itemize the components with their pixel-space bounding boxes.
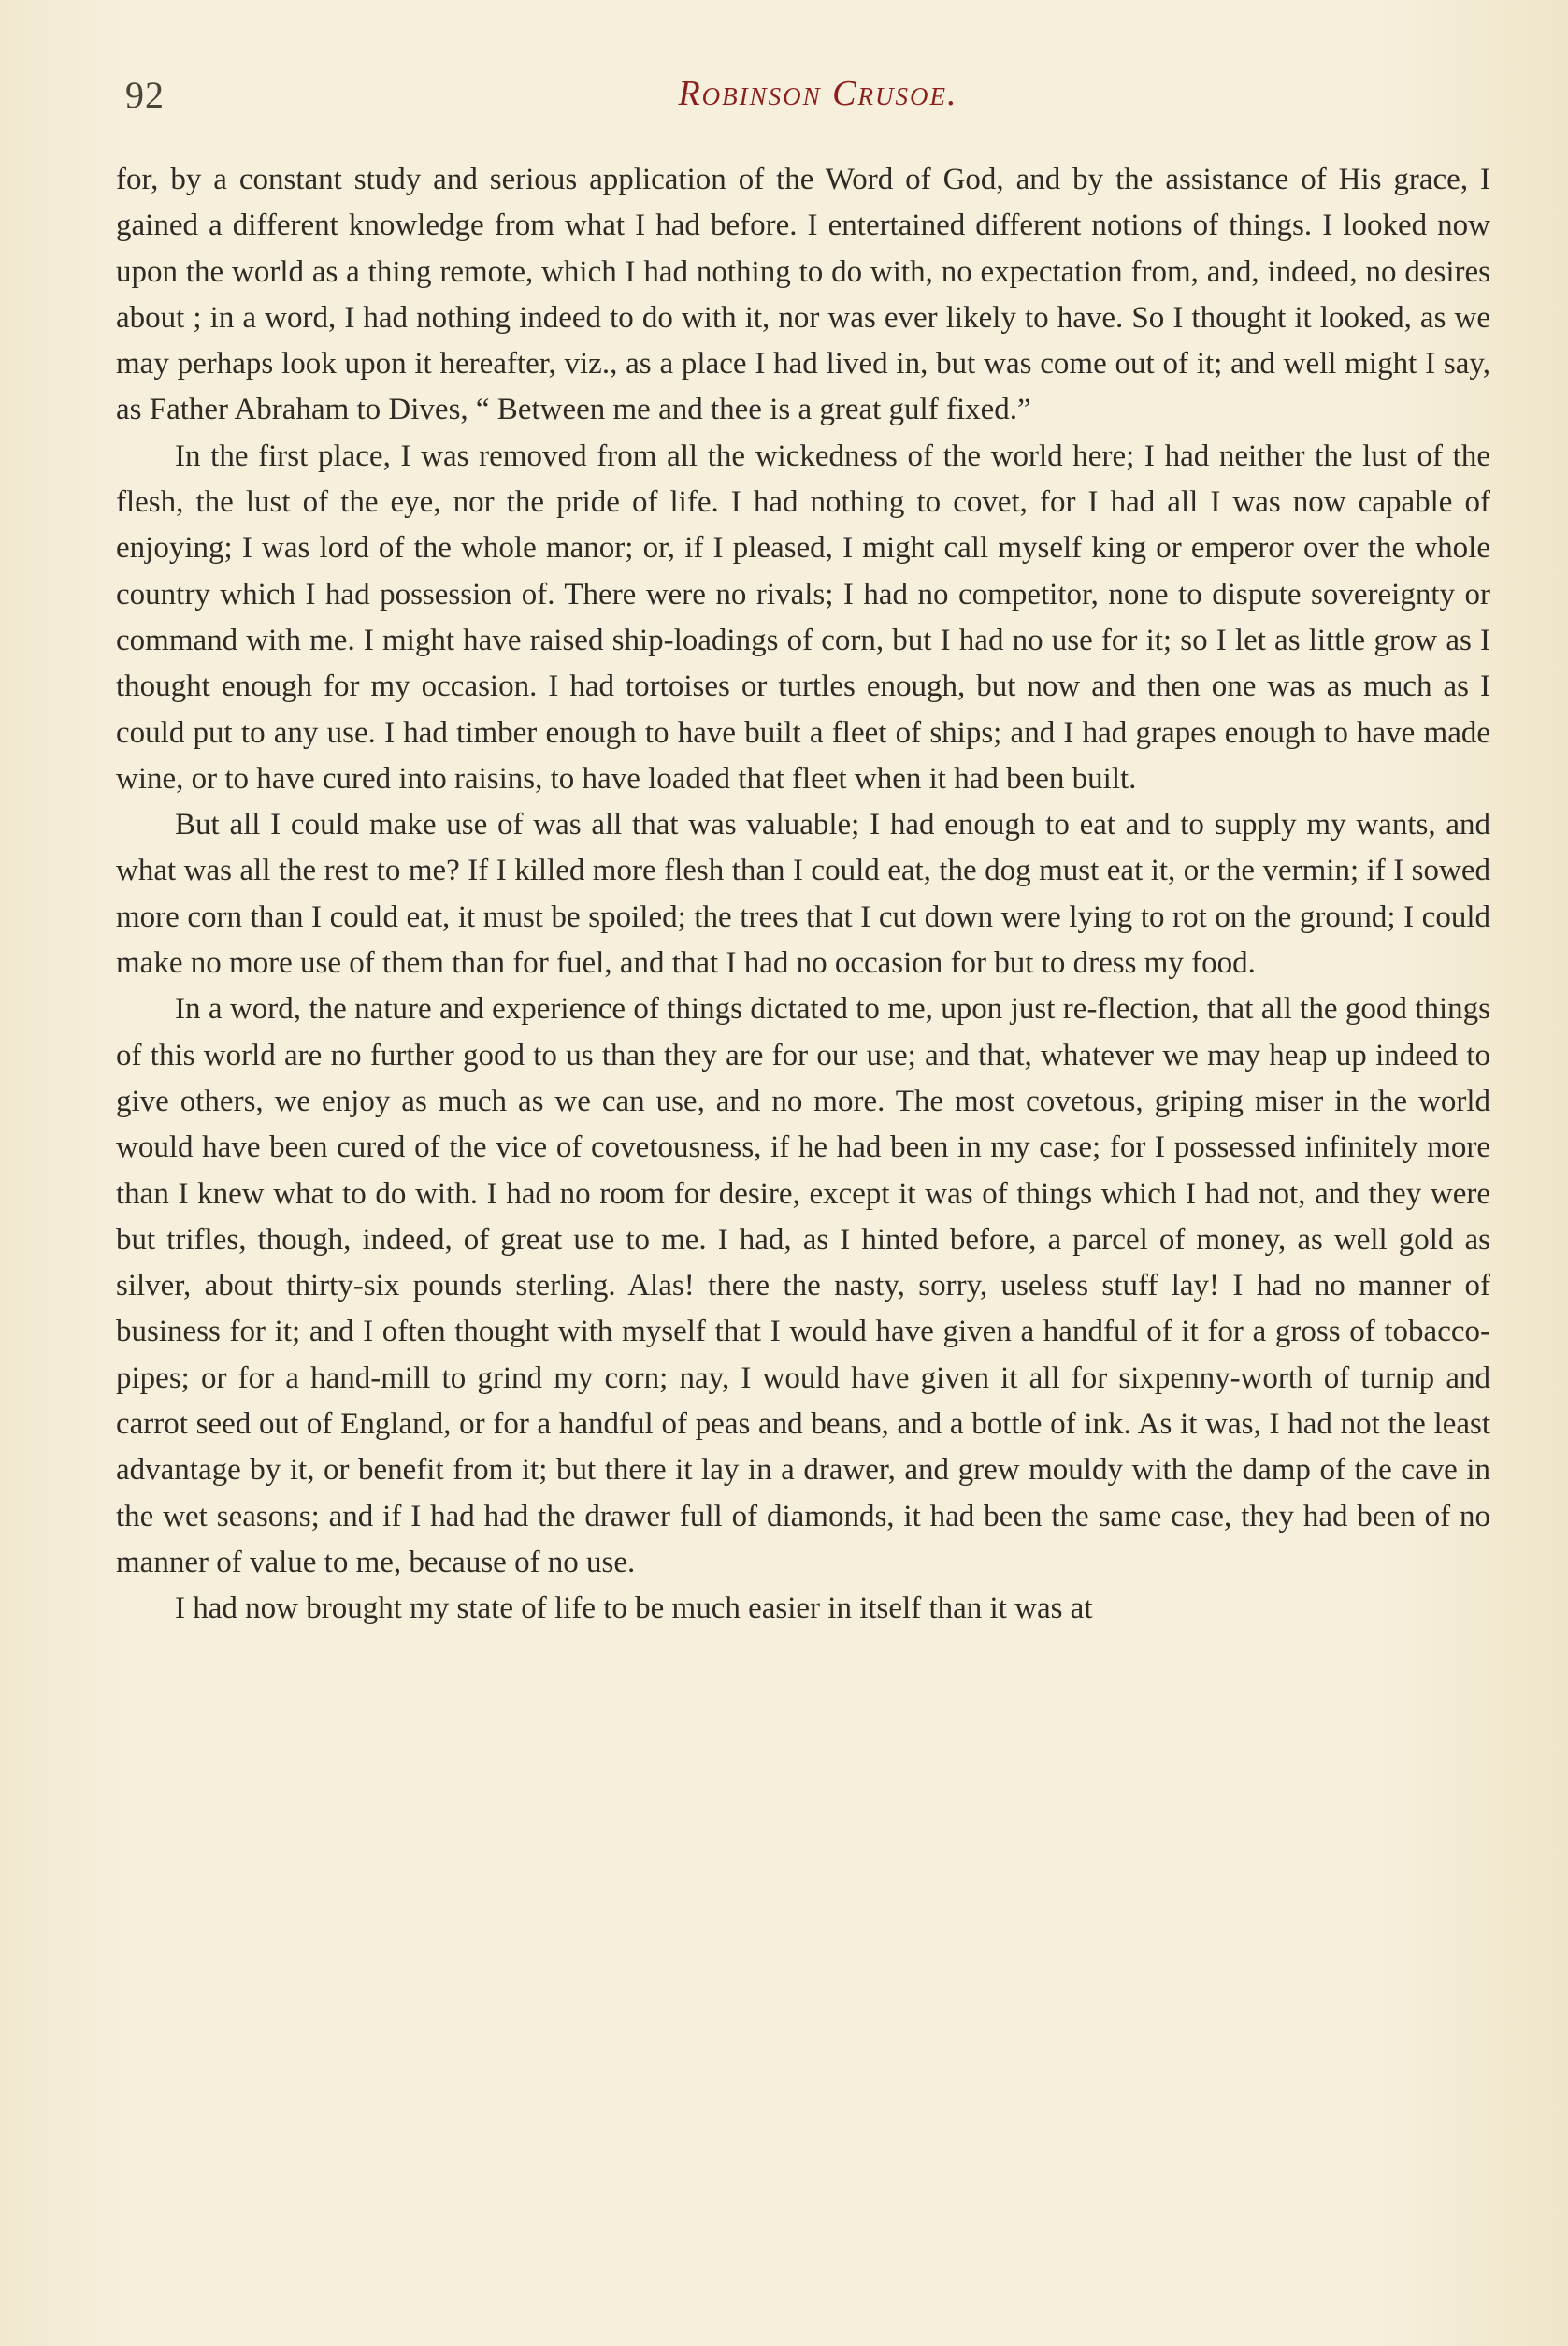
- paragraph-5: I had now brought my state of life to be much easier in itself than it was at: [175, 1591, 1093, 1626]
- body-text: [116, 157, 1490, 1633]
- page-number: 92: [125, 74, 165, 116]
- running-title: [112, 73, 1496, 114]
- paragraph-4: In a word, the nature and experience of things dictated to me, upon just re-flection, that all the good things of this world are no further good to us than they are for our use; and that, whatever we may heap up indeed to give others, we enjoy as much as we can use, and no more. The most covetous, griping miser in the world would have been cured of the vice of covetousness, if he had been in my case; for I possessed infinitely more than I knew what to do with. I had no room for desire, except it was of things which I had not, and they were but trifles, though, indeed, of great use to me. I had, as I hinted before, a parcel of money, as well gold as silver, about thirty-six pounds sterling. Alas! there the nasty, sorry, useless stuff lay! I had no manner of business for it; and I often thought with myself that I would have given a handful of it for a gross of tobacco-pipes; or for a hand-mill to grind my corn; nay, I would have given it all for sixpenny-worth of turnip and carrot seed out of England, or for a handful of peas and beans, and a bottle of ink. As it was, I had not the least advantage by it, or benefit from it; but there it lay in a drawer, and grew mouldy with the damp of the cave in the wet seasons; and if I had had the drawer full of diamonds, it had been the same case, they had been of no manner of value to me, because of no use.: [116, 992, 1490, 1579]
- paragraph-3: But all I could make use of was all that was valuable; I had enough to eat and to supply my wants, and what was all the rest to me? If I killed more flesh than I could eat, the dog must eat it, or the vermin; if I sowed more corn than I could eat, it must be spoiled; the trees that I cut down were lying to rot on the ground; I could make no more use of them than for fuel, and that I had no occasion for but to dress my food.: [116, 808, 1490, 981]
- paragraph-1: for, by a constant study and serious application of the Word of God, and by the assistance of His grace, I gained a different knowledge from what I had before. I entertained different notions of things. I looked now upon the world as a thing remote, which I had nothing to do with, no expectation from, and, indeed, no desires about ; in a word, I had nothing indeed to do with it, nor was ever likely to have. So I thought it looked, as we may perhaps look upon it hereafter, viz., as a place I had lived in, but was come out of it; and well might I say, as Father Abraham to Dives, “ Between me and thee is a great gulf fixed.”: [116, 163, 1490, 427]
- page-header: [112, 73, 1496, 129]
- running-title-text: Robinson Crusoe.: [678, 74, 958, 113]
- paragraph-2: In the first place, I was removed from all the wickedness of the world here; I had neither the lust of the flesh, the lust of the eye, nor the pride of life. I had nothing to covet, for I had all I was now capable of enjoying; I was lord of the whole manor; or, if I pleased, I might call myself king or emperor over the whole country which I had possession of. There were no rivals; I had no competitor, none to dispute sovereignty or command with me. I might have raised ship-loadings of corn, but I had no use for it; so I let as little grow as I thought enough for my occasion. I had tortoises or turtles enough, but now and then one was as much as I could put to any use. I had timber enough to have built a fleet of ships; and I had grapes enough to have made wine, or to have cured into raisins, to have loaded that fleet when it had been built.: [116, 439, 1490, 796]
